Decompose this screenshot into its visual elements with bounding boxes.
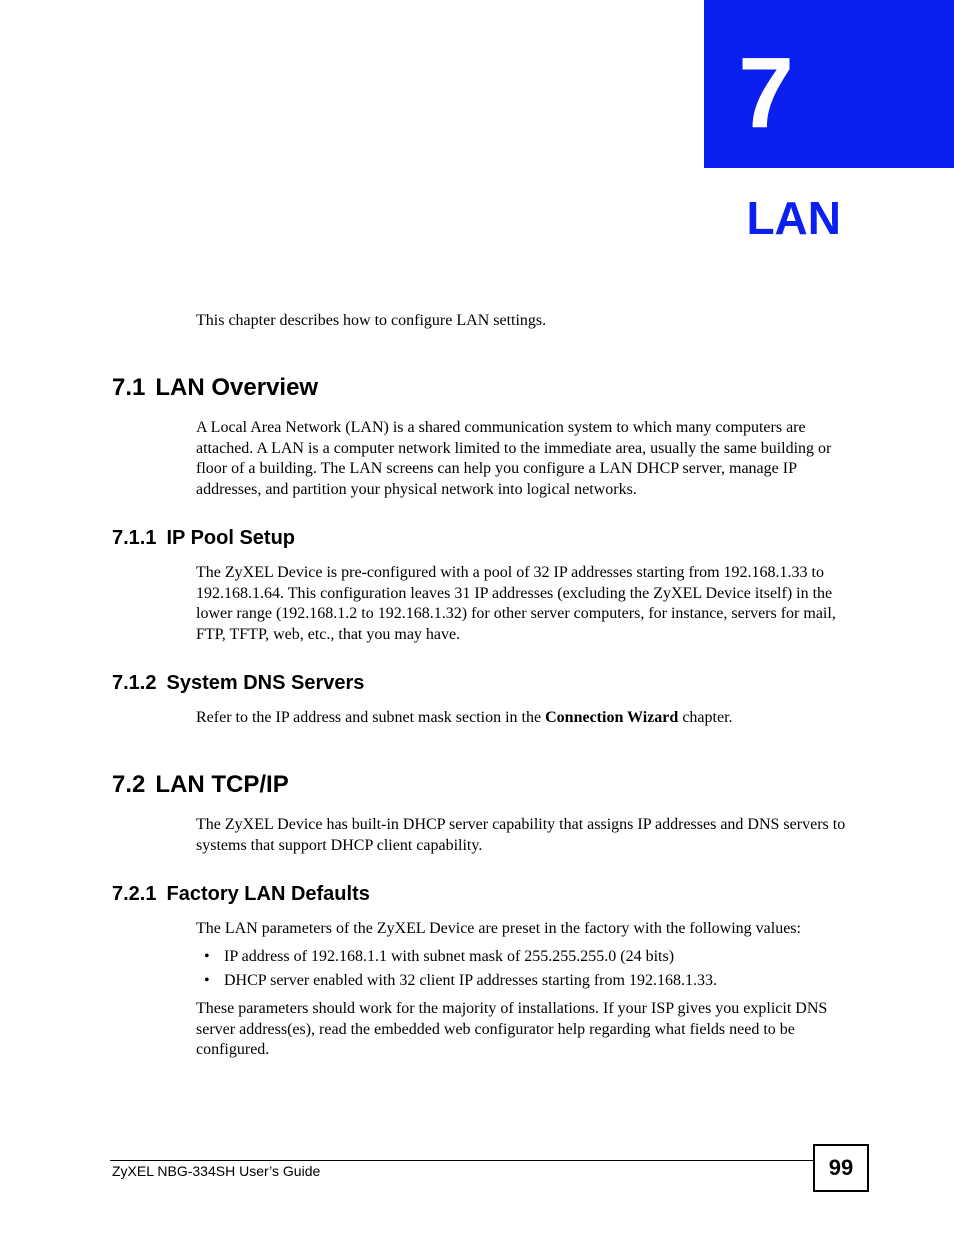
- section-7-1-2-body: [196, 708, 848, 729]
- section-7-1-heading: [112, 373, 318, 403]
- footer-guide-title: ZyXEL NBG-334SH User’s Guide: [112, 1163, 321, 1179]
- section-number: 7.2: [112, 771, 146, 798]
- chapter-intro: This chapter describes how to configure LAN settings.: [196, 312, 547, 329]
- connection-wizard-reference: Connection Wizard: [545, 709, 679, 726]
- bullet-marker: •: [204, 972, 210, 989]
- section-7-1-2-heading: [112, 670, 364, 696]
- section-title: LAN TCP/IP: [155, 771, 289, 798]
- body-text: Refer to the IP address and subnet mask section in the: [196, 709, 546, 726]
- factory-defaults-list: [204, 947, 854, 995]
- section-7-1-1-heading: [112, 525, 295, 551]
- section-number: 7.2.1: [112, 883, 157, 905]
- chapter-title: LAN: [746, 192, 841, 244]
- section-title: Factory LAN Defaults: [166, 883, 370, 905]
- section-7-1-1-body: The ZyXEL Device is pre-configured with a pool of 32 IP addresses starting from 192.168.1.33 to 192.168.1.64. This configuration leaves 31 IP addresses (excluding the ZyXEL Device itself) in the lower range (192.168.1.2 to 192.168.1.32) for other server computers, for instance, servers for mail, FTP, TFTP, web, etc., that you may have.: [196, 564, 836, 643]
- section-7-2-body: The ZyXEL Device has built-in DHCP server capability that assigns IP addresses and DNS servers to systems that support DHCP client capability.: [196, 816, 846, 854]
- chapter-number: 7: [738, 37, 794, 149]
- body-text: chapter.: [678, 709, 733, 726]
- list-item-text: IP address of 192.168.1.1 with subnet mask of 255.255.255.0 (24 bits): [224, 948, 675, 965]
- section-7-2-1-closing: These parameters should work for the majority of installations. If your ISP gives you explicit DNS server address(es), read the embedded web configurator help regarding what fields need to be configured.: [196, 1000, 828, 1058]
- page-number: 99: [813, 1144, 869, 1192]
- section-title: LAN Overview: [155, 374, 319, 401]
- list-item: [204, 971, 854, 991]
- section-number: 7.1.1: [112, 527, 157, 549]
- footer-rule: [110, 1160, 814, 1161]
- section-number: 7.1.2: [112, 672, 157, 694]
- section-title: IP Pool Setup: [166, 527, 296, 549]
- section-title: System DNS Servers: [166, 672, 365, 694]
- list-item-text: DHCP server enabled with 32 client IP addresses starting from 192.168.1.33.: [224, 972, 717, 989]
- bullet-marker: •: [204, 948, 210, 965]
- section-number: 7.1: [112, 374, 146, 401]
- list-item: [204, 947, 854, 967]
- section-7-1-body: A Local Area Network (LAN) is a shared communication system to which many computers are attached. A LAN is a computer network limited to the immediate area, usually the same building or floor of a building. The LAN screens can help you configure a LAN DHCP server, manage IP addresses, and partition your physical network into logical networks.: [196, 419, 832, 498]
- section-7-2-heading: [112, 770, 289, 800]
- section-7-2-1-body: The LAN parameters of the ZyXEL Device are preset in the factory with the following values:: [196, 920, 801, 937]
- section-7-2-1-heading: [112, 881, 370, 907]
